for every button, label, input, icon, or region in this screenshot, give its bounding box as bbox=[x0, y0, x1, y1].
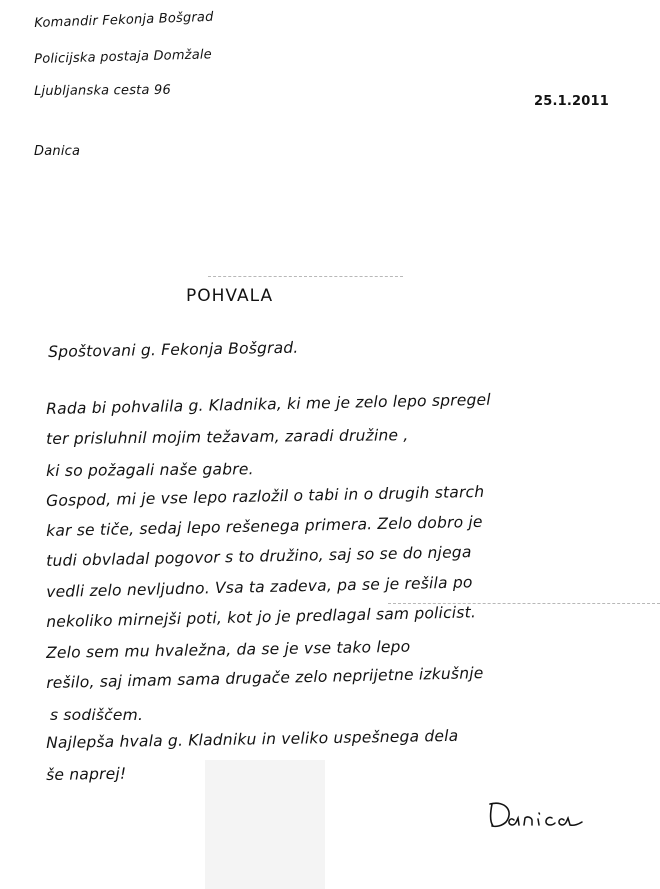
letter-date: 25.1.2011 bbox=[534, 94, 609, 109]
page-title: POHVALA bbox=[186, 286, 274, 306]
body-line: še naprej! bbox=[46, 764, 127, 784]
body-line: vedli zelo nevljudno. Vsa ta zadeva, pa se je rešila po bbox=[46, 573, 473, 601]
body-line: Zelo sem mu hvaležna, da se je vse tako lepo bbox=[46, 637, 411, 662]
body-line: Najlepša hvala g. Kladniku in veliko uspešnega dela bbox=[46, 726, 459, 752]
body-line: kar se tiče, sedaj lepo rešenega primera. Zelo dobro je bbox=[46, 512, 483, 540]
fold-line-top bbox=[208, 276, 403, 277]
body-line: ter prisluhnil mojim težavam, zaradi družine , bbox=[46, 426, 409, 448]
sender-line-2: Policijska postaja Domžale bbox=[34, 47, 213, 67]
body-line: rešilo, saj imam sama drugače zelo neprijetne izkušnje bbox=[46, 664, 484, 692]
scan-shadow bbox=[205, 760, 325, 889]
body-line: nekoliko mirnejši poti, kot jo je predlagal sam policist. bbox=[46, 603, 477, 631]
body-line: Gospod, mi je vse lepo razložil o tabi in o drugih starch bbox=[46, 482, 485, 510]
salutation: Spoštovani g. Fekonja Bošgrad. bbox=[48, 338, 299, 361]
body-line: Rada bi pohvalila g. Kladnika, ki me je zelo lepo spregel bbox=[46, 390, 491, 418]
sender-line-1: Komandir Fekonja Bošgrad bbox=[34, 9, 214, 31]
body-line: s sodiščem. bbox=[50, 706, 144, 724]
sender-line-3: Ljubljanska cesta 96 bbox=[34, 82, 171, 99]
body-line: ki so požagali naše gabre. bbox=[46, 460, 254, 480]
author-name: Danica bbox=[34, 144, 81, 159]
body-line: tudi obvladal pogovor s to družino, saj so se do njega bbox=[46, 543, 472, 570]
signature bbox=[484, 796, 594, 836]
